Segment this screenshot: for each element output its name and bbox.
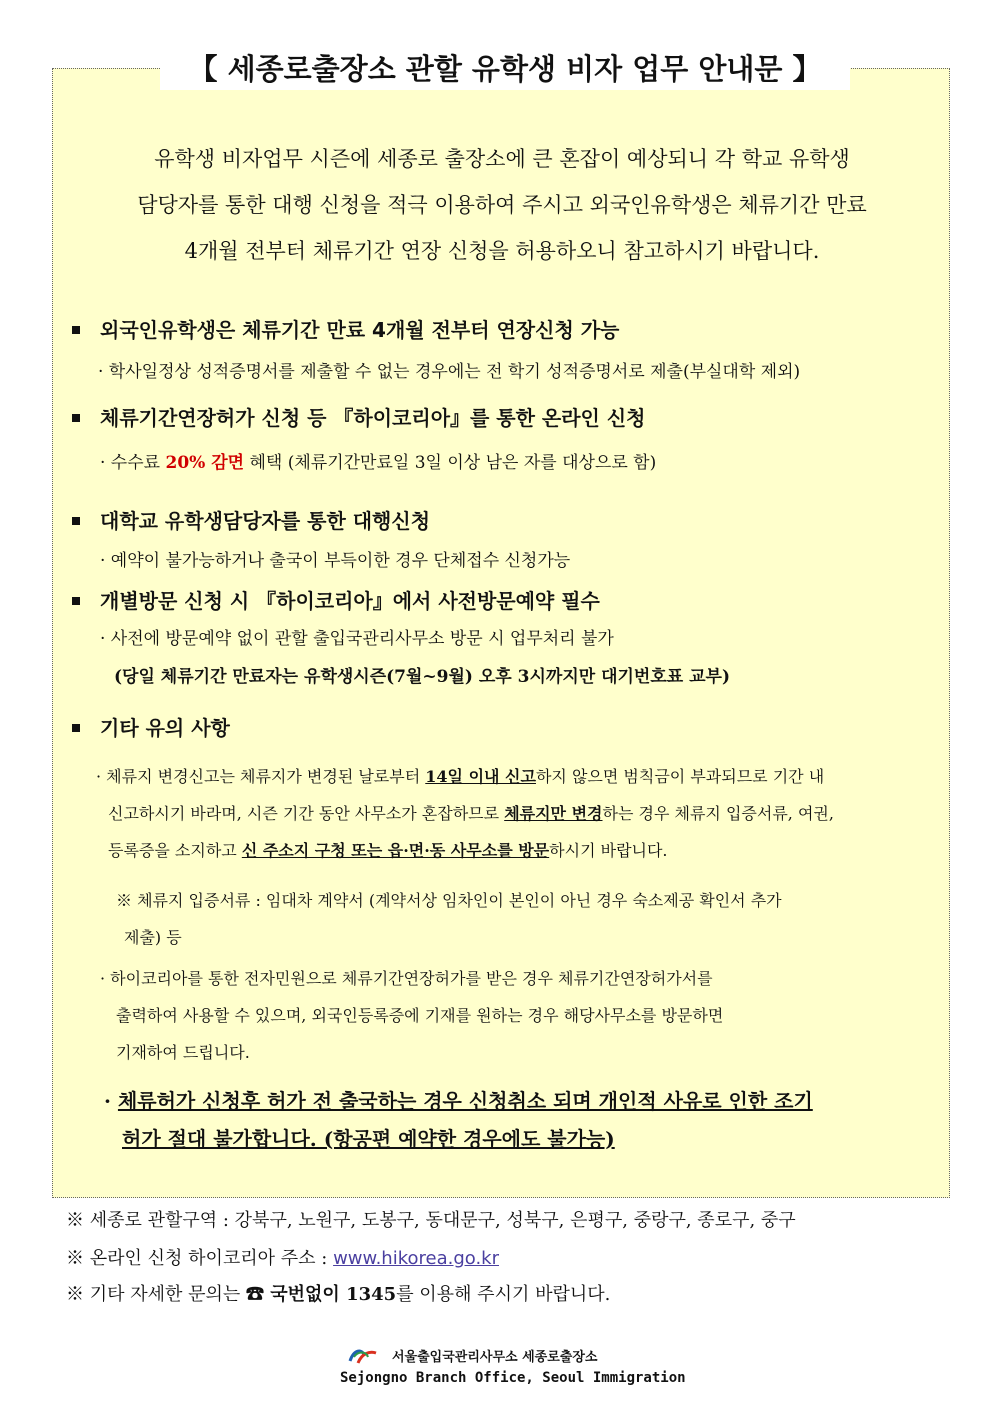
section-heading: 외국인유학생은 체류기간 만료 4개월 전부터 연장신청 가능 [72,314,619,343]
square-bullet-icon [72,517,80,525]
page-title: 【 세종로출장소 관할 유학생 비자 업무 안내문 】 [160,48,850,90]
intro-line: 4개월 전부터 체류기간 연장 신청을 허용하오니 참고하시기 바랍니다. [184,239,820,263]
footer-online: ※ 온라인 신청 하이코리아 주소 : www.hikorea.go.kr [66,1248,499,1269]
discount-highlight: 20% 감면 [165,453,245,473]
footer-jurisdiction: ※ 세종로 관할구역 : 강북구, 노원구, 도봉구, 동대문구, 성북구, 은평구, 중랑구, 종로구, 중구 [66,1210,796,1231]
immigration-logo-icon [348,1347,378,1369]
section-heading: 개별방문 신청 시 『하이코리아』에서 사전방문예약 필수 [72,585,600,614]
hikorea-link[interactable]: www.hikorea.go.kr [333,1248,499,1269]
section-detail-note: (당일 체류기간 만료자는 유학생시즌(7월~9월) 오후 3시까지만 대기번호표 교부) [114,667,730,687]
intro-line: 담당자를 통한 대행 신청을 적극 이용하여 주시고 외국인유학생은 체류기간 만료 [137,193,867,217]
intro-line: 유학생 비자업무 시즌에 세종로 출장소에 큰 혼잡이 예상되니 각 학교 유학생 [154,147,850,171]
section-detail: · 사전에 방문예약 없이 관할 출입국관리사무소 방문 시 업무처리 불가 [100,629,614,649]
square-bullet-icon [72,414,80,422]
note-proof-documents: ※ 체류지 입증서류 : 임대차 계약서 (계약서상 임차인이 본인이 아닌 경우 숙소제공 확인서 추가 제출) 등 [116,891,782,947]
section-heading: 체류기간연장허가 신청 등 『하이코리아』를 통한 온라인 신청 [72,402,645,431]
section-heading: 대학교 유학생담당자를 통한 대행신청 [72,505,430,534]
office-name-english: Sejongno Branch Office, Seoul Immigration [340,1370,686,1386]
section-detail: · 수수료 20% 감면 혜택 (체류기간만료일 3일 이상 남은 자를 대상으로 함) [100,453,657,473]
square-bullet-icon [72,326,80,334]
intro-paragraph [70,136,934,274]
square-bullet-icon [72,597,80,605]
note-residence-change: · 체류지 변경신고는 체류지가 변경된 날로부터 14일 이내 신고하지 않으면 범칙금이 부과되므로 기간 내 신고하시기 바라며, 시즌 기간 동안 사무소가 혼잡하므로 체류지만 변경하는 경우 체류지 입증서류, 여권, 등록증을 소지하고 신 주소지 구청 또는 읍·면·동 사무소를 방문하시기 바랍니다. [96,767,834,860]
phone-number: ☎ 국번없이 1345 [246,1284,397,1305]
note-electronic-permit: · 하이코리아를 통한 전자민원으로 체류기간연장허가를 받은 경우 체류기간연장허가서를 출력하여 사용할 수 있으며, 외국인등록증에 기재를 원하는 경우 해당사무소를 방문하면 기재하여 드립니다. [100,969,724,1062]
square-bullet-icon [72,724,80,732]
office-logo: 서울출입국관리사무소 세종로출장소 [348,1346,597,1369]
section-detail: · 학사일정상 성적증명서를 제출할 수 없는 경우에는 전 학기 성적증명서로 제출(부실대학 제외) [98,362,801,382]
section-heading: 기타 유의 사항 [72,712,230,741]
section-detail: · 예약이 불가능하거나 출국이 부득이한 경우 단체접수 신청가능 [100,551,571,571]
note-departure-warning: · 체류허가 신청후 허가 전 출국하는 경우 신청취소 되며 개인적 사유로 인한 조기 허가 절대 불가합니다. (항공편 예약한 경우에도 불가능) [104,1089,813,1151]
footer-inquiry: ※ 기타 자세한 문의는 ☎ 국번없이 1345를 이용해 주시기 바랍니다. [66,1284,611,1305]
